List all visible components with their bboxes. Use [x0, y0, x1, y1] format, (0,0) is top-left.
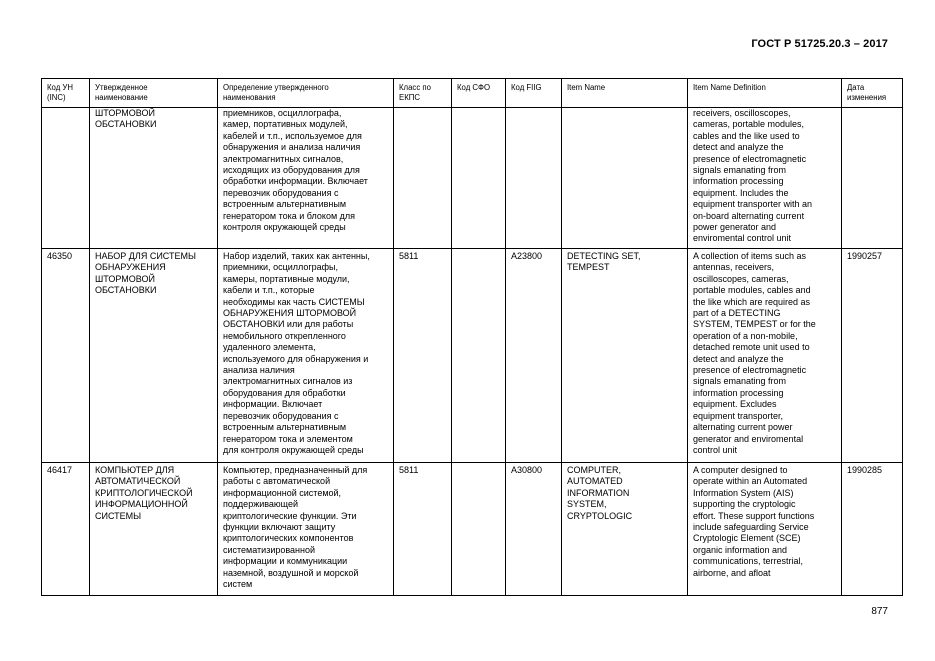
cell-sfo-code [452, 249, 506, 463]
cell-change-date: 1990285 [842, 463, 903, 596]
column-header-inc: Код УН (INC) [42, 79, 90, 108]
table-row [42, 108, 903, 249]
cell-item-name: COMPUTER, AUTOMATED INFORMATION SYSTEM, CRYPTOLOGIC [562, 463, 688, 596]
cell-inc [42, 108, 90, 249]
cell-sfo-code [452, 463, 506, 596]
cell-approved-name: ШТОРМОВОЙ ОБСТАНОВКИ [90, 108, 218, 249]
column-header-sfo-code: Код СФО [452, 79, 506, 108]
column-header-ekps-class: Класс по ЕКПС [394, 79, 452, 108]
cell-ekps-class: 5811 [394, 249, 452, 463]
cell-ekps-class [394, 108, 452, 249]
cell-item-definition: receivers, oscilloscopes, cameras, portable modules, cables and the like used to detect and analyze the presence of electromagnetic signals emanating from information processing equipment. Includes the equipment transporter with an on-board alternating current power generator and enviromental control unit [688, 108, 842, 249]
cell-inc: 46417 [42, 463, 90, 596]
cell-sfo-code [452, 108, 506, 249]
page-number: 877 [871, 606, 888, 617]
column-header-approved-name: Утвержденное наименование [90, 79, 218, 108]
cell-definition: приемников, осциллографа, камер, портативных модулей, кабелей и т.п., используемое для обнаружения и анализа наличия электромагнитных сигналов, исходящих из оборудования для обработки информации. Включает перевозчик оборудования с встроенным альтернативным генератором тока и блоком для контроля окружающей среды [218, 108, 394, 249]
cell-item-definition: A computer designed to operate within an Automated Information System (AIS) supporting the cryptologic effort. These support functions include safeguarding Service Cryptologic Element (SCE) organic information and communications, terrestrial, airborne, and afloat [688, 463, 842, 596]
column-header-definition: Определение утвержденного наименования [218, 79, 394, 108]
cell-fiig-code: A30800 [506, 463, 562, 596]
cell-fiig-code: A23800 [506, 249, 562, 463]
cell-item-name: DETECTING SET, TEMPEST [562, 249, 688, 463]
document-standard-code: ГОСТ Р 51725.20.3 – 2017 [751, 38, 888, 50]
nomenclature-table [41, 78, 903, 596]
cell-fiig-code [506, 108, 562, 249]
cell-approved-name: НАБОР ДЛЯ СИСТЕМЫ ОБНАРУЖЕНИЯ ШТОРМОВОЙ ОБСТАНОВКИ [90, 249, 218, 463]
column-header-fiig-code: Код FIIG [506, 79, 562, 108]
cell-change-date [842, 108, 903, 249]
column-header-item-name: Item Name [562, 79, 688, 108]
table-header-row [42, 79, 903, 108]
table-row [42, 249, 903, 463]
cell-ekps-class: 5811 [394, 463, 452, 596]
column-header-item-definition: Item Name Definition [688, 79, 842, 108]
cell-change-date: 1990257 [842, 249, 903, 463]
cell-definition: Компьютер, предназначенный для работы с автоматической информационной системой, поддерживающей криптологические функции. Эти функции включают защиту криптологических компонентов систематизированной информации и коммуникации наземной, воздушной и морской систем [218, 463, 394, 596]
table-row [42, 463, 903, 596]
cell-definition: Набор изделий, таких как антенны, приемники, осциллографы, камеры, портативные модули, кабели и т.п., которые необходимы как часть СИСТЕМЫ ОБНАРУЖЕНИЯ ШТОРМОВОЙ ОБСТАНОВКИ или для работы немобильного открепленного удаленного элемента, используемого для обнаружения и анализа наличия электромагнитных сигналов из оборудования для обработки информации. Включает перевозчик оборудования с встроенным альтернативным генератором тока и элементом для контроля окружающей среды [218, 249, 394, 463]
cell-inc: 46350 [42, 249, 90, 463]
cell-approved-name: КОМПЬЮТЕР ДЛЯ АВТОМАТИЧЕСКОЙ КРИПТОЛОГИЧЕСКОЙ ИНФОРМАЦИОННОЙ СИСТЕМЫ [90, 463, 218, 596]
cell-item-definition: A collection of items such as antennas, receivers, oscilloscopes, cameras, portable modules, cables and the like which are required as part of a DETECTING SYSTEM, TEMPEST or for the operation of a non-mobile, detached remote unit used to detect and analyze the presence of electromagnetic signals emanating from information processing equipment. Excludes equipment transporter, alternating current power generator and enviromental control unit [688, 249, 842, 463]
column-header-change-date: Дата изменения [842, 79, 903, 108]
cell-item-name [562, 108, 688, 249]
